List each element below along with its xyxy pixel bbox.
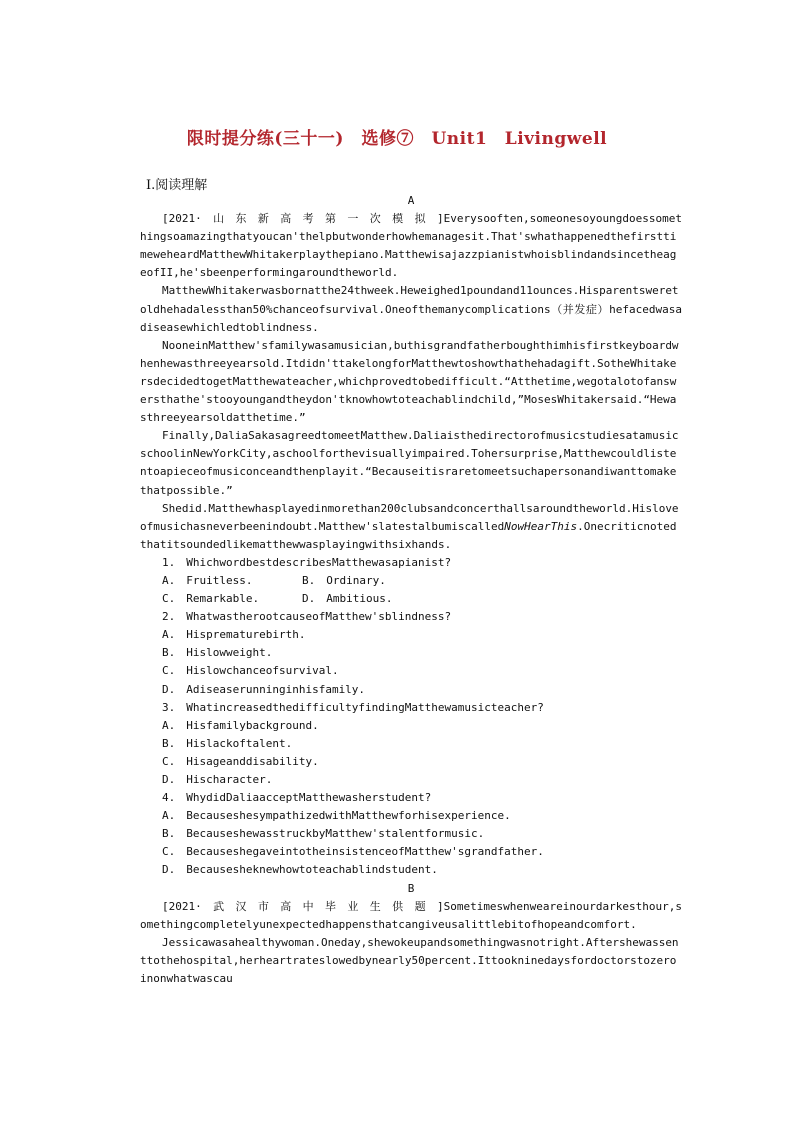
passage-a-paragraph-2: MatthewWhitakerwasbornatthe24thweek.Heweighed1poundand11ounces.Hisparentsweretoldhehadalessthan50%chanceofsurvival.Oneofthemanycomplications（并发症）hefacedwasadiseasewhichledtoblindness.	[140, 284, 682, 334]
question-3-stem: 3. WhatincreasedthedifficultyfindingMatthewamusicteacher?	[162, 700, 544, 714]
question-1-options-row-1	[140, 572, 682, 590]
question-2-stem: 2. WhatwastherootcauseofMatthew'sblindness?	[162, 610, 452, 624]
passage-a-paragraph-5: Shedid.Matthewhasplayedinmorethan200clubsandconcerthallsaroundtheworld.Hisloveofmusichasneverbeenindoubt.Matthew'slatestalbumiscalledNowHearThis.Onecriticnotedthatitsoundedlikematthewwasplayingwithsixhands.	[140, 501, 679, 551]
question-1-options-row-2	[140, 590, 682, 608]
option[interactable]: A. Fruitless.	[162, 573, 253, 587]
option[interactable]: D. Becausesheknewhowtoteachablindstudent.	[162, 863, 438, 877]
album-title: NowHearThis	[504, 519, 578, 533]
option[interactable]: A. Hisfamilybackground.	[162, 718, 319, 732]
option[interactable]: C. Remarkable.	[162, 592, 260, 606]
option[interactable]: B. Hislowweight.	[162, 646, 273, 660]
document-body	[140, 192, 682, 988]
passage-b-paragraph-1: [2021· 武 汉 市 高 中 毕 业 生 供 题 ]Sometimeswhenweareinourdarkesthour,somethingcompletelyunexpectedhappensthatcangiveusalittlebitofhopeandcomfort.	[140, 899, 682, 931]
passage-b-source: [2021· 武 汉 市 高 中 毕 业 生 供 题 ]	[162, 899, 444, 913]
passage-a-paragraph-4: Finally,DaliaSakasagreedtomeetMatthew.DaliaisthedirectorofmusicstudiesatamusicschoolinNewYorkCity,aschoolforthevisuallyimpaired.Tohersurprise,Matthewcouldlistentoapieceofmusiconceandthenplayit.“Becauseitisraretomeetsuchapersonandiwanttomakethatpossible.”	[140, 429, 679, 497]
passage-a-paragraph-3: NooneinMatthew'sfamilywasamusician,buthisgrandfatherboughthimhisfirstkeyboardwhenhewasthreeyearsold.Itdidn'ttakelongforMatthewtoshowthathehadagift.SotheWhitakersdecidedtogetMatthewateacher,whichprovedtobedifficult.“Atthetime,wegotalotofanswersthathe'stooyoungandtheydon'tknowhowtoteachablindchild,”MosesWhitakersaid.“Hewasthreeyearsoldatthetime.”	[140, 338, 679, 425]
passage-b-paragraph-2: Jessicawasahealthywoman.Oneday,shewokeupandsomethingwasnotright.Aftershewassenttothehospital,herheartrateslowedbynearly50percent.Ittookninedaysfordoctorstozeroinonwhatwascau	[140, 935, 679, 986]
option[interactable]: B. Hislackoftalent.	[162, 736, 293, 750]
option[interactable]: A. BecauseshesympathizedwithMatthewforhisexperience.	[162, 809, 511, 823]
option[interactable]: B. Ordinary.	[302, 573, 386, 587]
page-title: 限时提分练(三十一) 选修⑦ Unit1 Livingwell	[186, 129, 608, 149]
passage-b-label: B	[407, 881, 415, 895]
option[interactable]: D. Hischaracter.	[162, 773, 273, 786]
option[interactable]: D. Adiseaserunninginhisfamily.	[162, 682, 366, 696]
passage-a-label: A	[407, 194, 415, 207]
option[interactable]: C. Hisageanddisability.	[162, 754, 319, 768]
section-heading: Ⅰ.阅读理解	[146, 178, 208, 193]
option[interactable]: B. BecauseshewasstruckbyMatthew'stalentformusic.	[162, 827, 485, 841]
option[interactable]: C. Hislowchanceofsurvival.	[162, 664, 339, 678]
question-1-stem: 1. WhichwordbestdescribesMatthewasapianist?	[162, 555, 452, 569]
passage-a-paragraph-1: [2021· 山 东 新 高 考 第 一 次 模 拟 ]Everysooften,someonesoyoungdoessomethingsoamazingthatyoucan'thelpbutwonderhowhemanagesit.That'swhathappenedthefirsttimeweheardMatthewWhitakerplaythepiano.MatthewisajazzpianistwhoisblindandsincetheageofII,he'sbeenperformingaroundtheworld.	[140, 212, 682, 280]
question-4-stem: 4. WhydidDaliaacceptMatthewasherstudent?	[162, 791, 432, 805]
option[interactable]: A. Hisprematurebirth.	[162, 628, 306, 642]
option[interactable]: C. BecauseshegaveintotheinsistenceofMatthew'sgrandfather.	[162, 845, 544, 859]
passage-a-source: [2021· 山 东 新 高 考 第 一 次 模 拟 ]	[162, 212, 444, 226]
option[interactable]: D. Ambitious.	[302, 592, 393, 606]
